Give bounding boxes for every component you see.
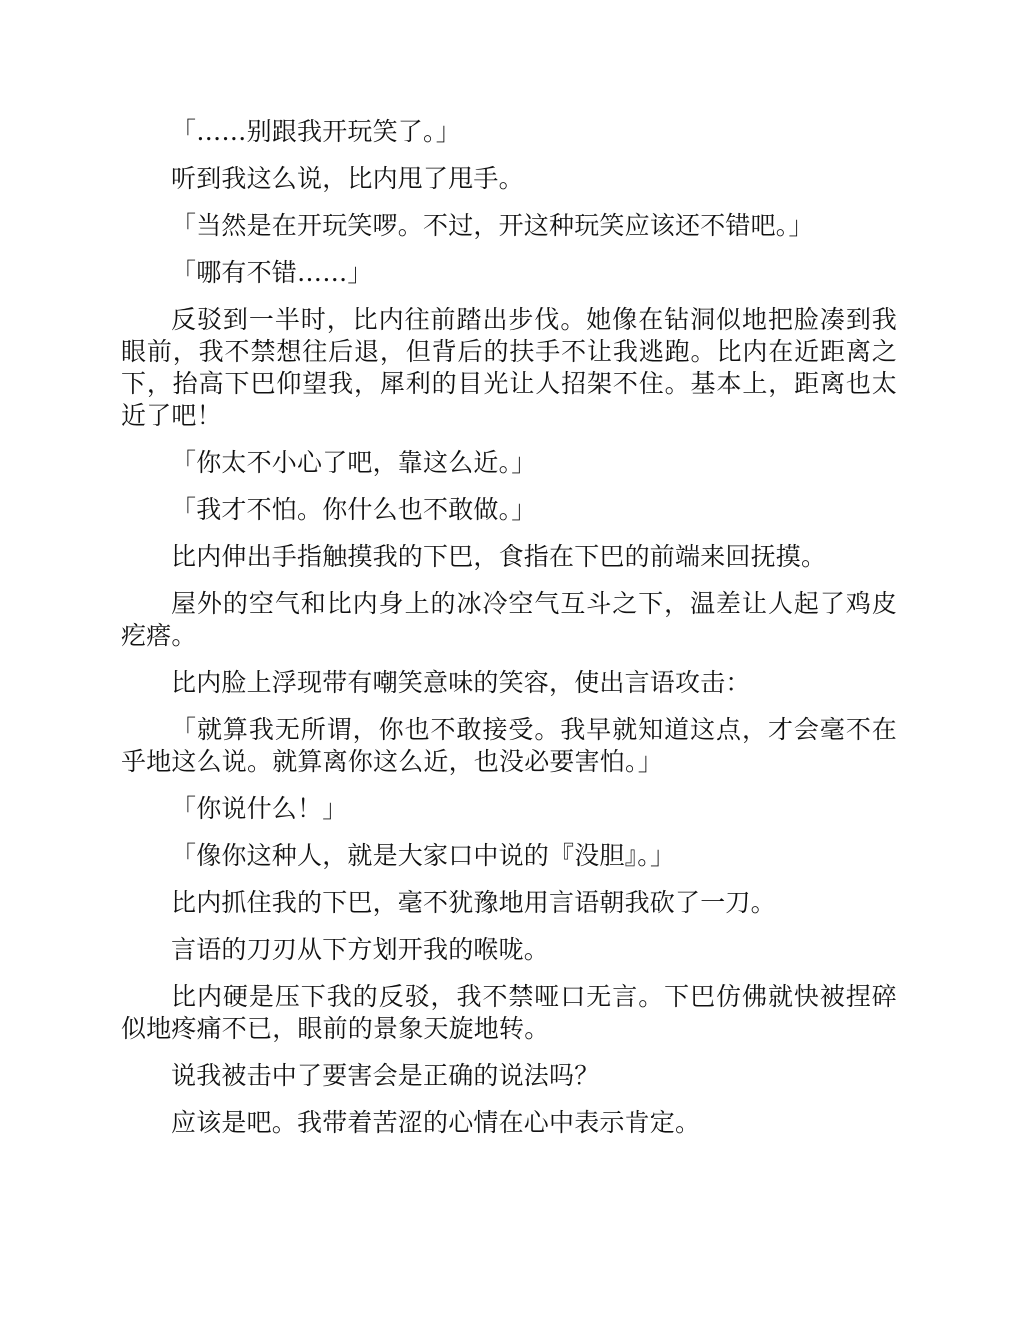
paragraph: 「当然是在开玩笑啰。不过，开这种玩笑应该还不错吧。」 (171, 211, 814, 240)
paragraph: 反驳到一半时，比内往前踏出步伐。她像在钻洞似地把脸凑到我眼前，我不禁想往后退，但背后的扶手不让我逃跑。比内在近距离之下，抬高下巴仰望我，犀利的目光让人招架不住。基本上，距离也太近了吧！ (121, 305, 897, 430)
paragraph: 「哪有不错……」 (171, 258, 373, 287)
paragraph: 比内脸上浮现带有嘲笑意味的笑容，使出言语攻击： (171, 668, 751, 697)
paragraph: 说我被击中了要害会是正确的说法吗？ (171, 1061, 600, 1090)
paragraph: 「……别跟我开玩笑了。」 (171, 117, 461, 146)
paragraph: 比内硬是压下我的反驳，我不禁哑口无言。下巴仿佛就快被捏碎似地疼痛不已，眼前的景象天旋地转。 (121, 982, 897, 1043)
paragraph: 「就算我无所谓，你也不敢接受。我早就知道这点，才会毫不在乎地这么说。就算离你这么近，也没必要害怕。」 (121, 715, 897, 776)
paragraph: 「你太不小心了吧，靠这么近。」 (171, 448, 537, 477)
paragraph: 「我才不怕。你什么也不敢做。」 (171, 495, 537, 524)
paragraph: 应该是吧。我带着苦涩的心情在心中表示肯定。 (171, 1108, 701, 1137)
paragraph: 听到我这么说，比内甩了甩手。 (171, 164, 524, 193)
paragraph: 「你说什么！」 (171, 794, 348, 823)
paragraph: 屋外的空气和比内身上的冰冷空气互斗之下，温差让人起了鸡皮疙瘩。 (121, 589, 897, 650)
paragraph: 「像你这种人，就是大家口中说的『没胆』。」 (171, 841, 676, 870)
paragraph: 言语的刀刃从下方划开我的喉咙。 (171, 935, 550, 964)
document-page (121, 116, 897, 1154)
paragraph: 比内抓住我的下巴，毫不犹豫地用言语朝我砍了一刀。 (171, 888, 776, 917)
paragraph: 比内伸出手指触摸我的下巴，食指在下巴的前端来回抚摸。 (171, 542, 827, 571)
